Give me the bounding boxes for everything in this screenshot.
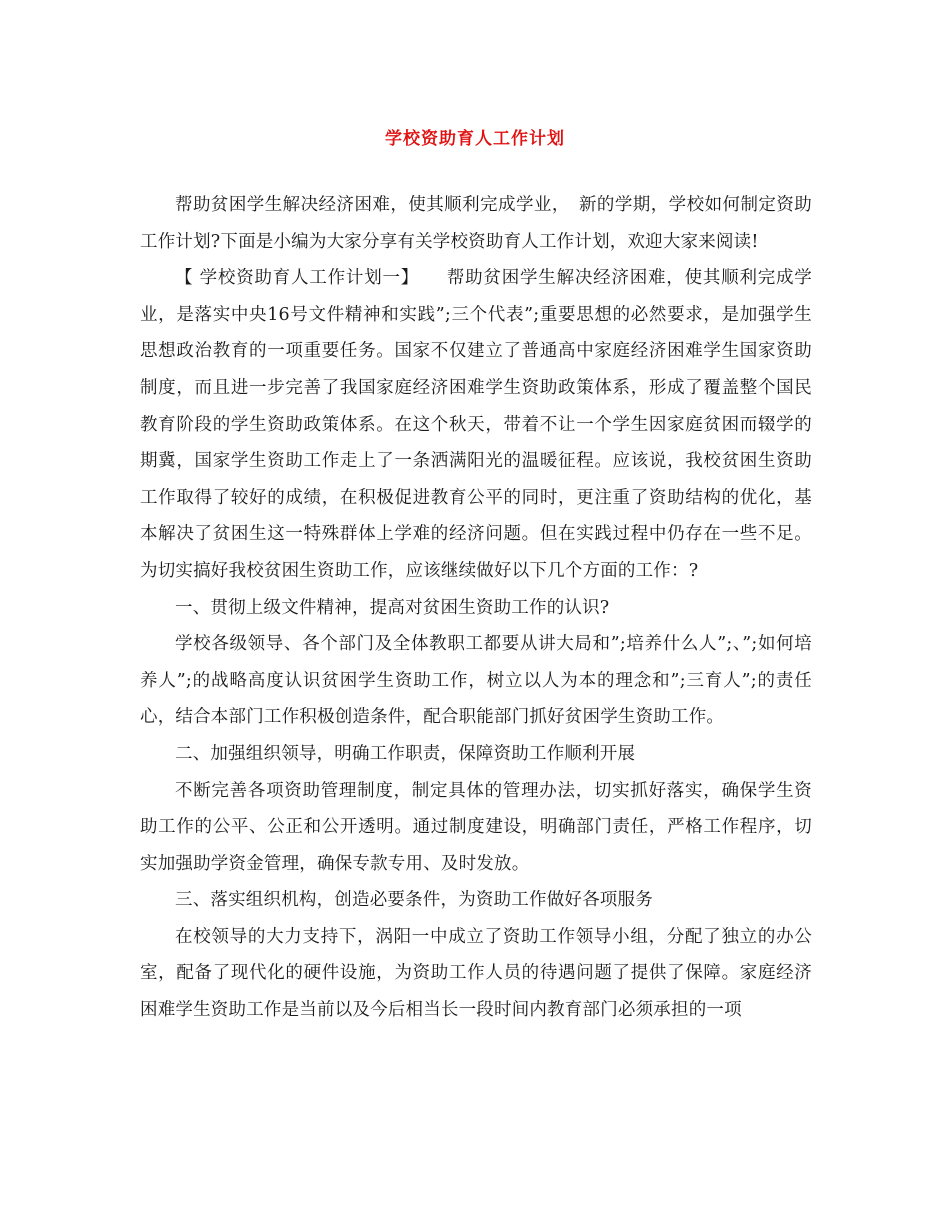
section-heading-1: 一、贯彻上级文件精神，提高对贫困生资助工作的认识? bbox=[175, 597, 610, 618]
plan-one-paragraph: 【 学校资助育人工作计划一】 帮助贫困学生解决经济困难，使其顺利完成学业，是落实中央16号文件精神和实践”;三个代表”;重要思想的必然要求，是加强学生思想政治教育的一项重要任务。国家不仅建立了普通高中家庭经济困难学生国家资助制度，而且进一步完善了我国家庭经济困难学生资助政策体系，形成了覆盖整个国民教育阶段的学生资助政策体系。在这个秋天，带着不让一个学生因家庭贫困而辍学的期冀，国家学生资助工作走上了一条洒满阳光的温暖征程。应该说，我校贫困生资助工作取得了较好的成绩，在积极促进教育公平的同时，更注重了资助结构的优化，基本解决了贫困生这一特殊群体上学难的经济问题。但在实践过程中仍存在一些不足。为切实搞好我校贫困生资助工作，应该继续做好以下几个方面的工作：? bbox=[140, 268, 812, 581]
section-heading-2: 二、加强组织领导，明确工作职责，保障资助工作顺利开展 bbox=[175, 743, 636, 764]
section-paragraph-2: 不断完善各项资助管理制度，制定具体的管理办法，切实抓好落实，确保学生资助工作的公平、公正和公开透明。通过制度建设，明确部门责任，严格工作程序，切实加强助学资金管理，确保专款专用、及时发放。 bbox=[140, 780, 812, 874]
section-heading-3: 三、落实组织机构，创造必要条件，为资助工作做好各项服务 bbox=[175, 890, 653, 911]
intro-paragraph: 帮助贫困学生解决经济困难，使其顺利完成学业， 新的学期，学校如何制定资助工作计划?下面是小编为大家分享有关学校资助育人工作计划，欢迎大家来阅读! bbox=[140, 195, 812, 252]
section-paragraph-1: 学校各级领导、各个部门及全体教职工都要从讲大局和”;培养什么人”;、”;如何培养人”;的战略高度认识贫困学生资助工作，树立以人为本的理念和”;三育人”;的责任心，结合本部门工作积极创造条件，配合职能部门抓好贫困学生资助工作。 bbox=[140, 634, 812, 728]
section-paragraph-3: 在校领导的大力支持下，涡阳一中成立了资助工作领导小组，分配了独立的办公室，配备了现代化的硬件设施，为资助工作人员的待遇问题了提供了保障。家庭经济困难学生资助工作是当前以及今后相当长一段时间内教育部门必须承担的一项 bbox=[140, 926, 812, 1021]
document-title: 学校资助育人工作计划 bbox=[385, 129, 565, 149]
document-body bbox=[140, 187, 812, 1029]
